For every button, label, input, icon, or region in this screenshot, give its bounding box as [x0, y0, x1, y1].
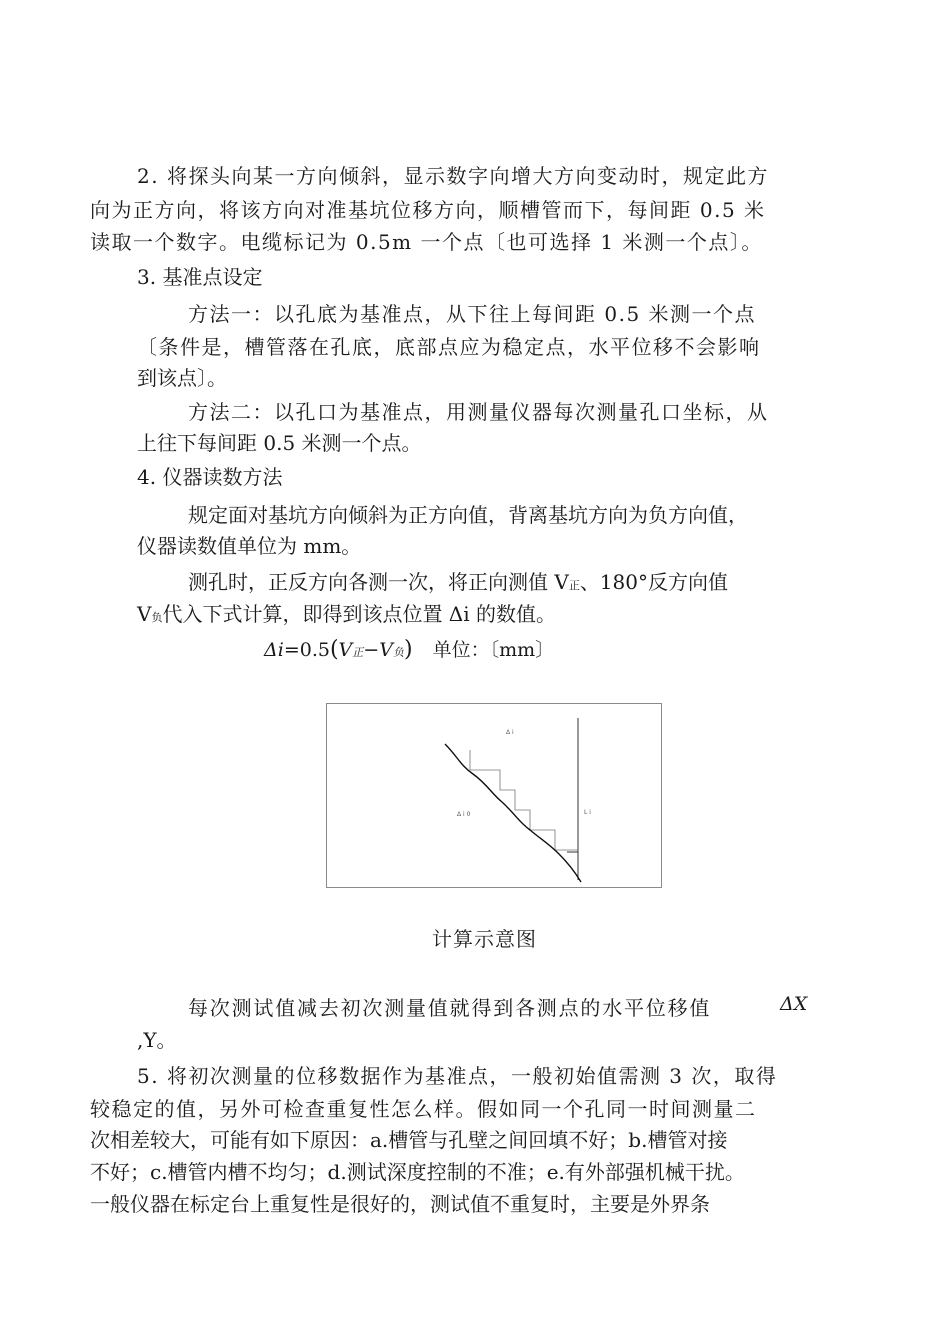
text-line: 5. 将初次测量的位移数据作为基准点，一般初始值需测 3 次，取得	[137, 1064, 778, 1088]
staircase-segments	[470, 750, 578, 850]
text-line: 〔条件是，槽管落在孔底，底部点应为稳定点，水平位移不会影响	[137, 335, 761, 359]
section-heading: 3. 基准点设定	[137, 265, 263, 289]
text-line: 2. 将探头向某一方向倾斜，显示数字向增大方向变动时，规定此方	[137, 164, 769, 188]
text-line: 读取一个数字。电缆标记为 0.5m 一个点〔也可选择 1 米测一个点〕。	[90, 230, 763, 254]
text-line: 向为正方向，将该方向对准基坑位移方向，顺槽管而下，每间距 0.5 米	[90, 198, 766, 222]
text-line: 一般仪器在标定台上重复性是很好的，测试值不重复时，主要是外界条	[90, 1192, 710, 1216]
text-line: 方法一：以孔底为基准点，从下往上每间距 0.5 米测一个点	[188, 302, 757, 326]
text-line: 到该点〕。	[137, 366, 227, 390]
section-heading: 4. 仪器读数方法	[137, 465, 283, 489]
text-line: 每次测试值减去初次测量值就得到各测点的水平位移值	[188, 996, 712, 1020]
text-line: 不好；c.槽管内槽不均匀；d.测试深度控制的不准；e.有外部强机械干扰。	[90, 1160, 745, 1184]
displacement-variable: ΔX	[780, 993, 808, 1015]
text-line: V负代入下式计算，即得到该点位置 Δi 的数值。	[137, 602, 557, 626]
text-line: 次相差较大，可能有如下原因：a.槽管与孔壁之间回填不好；b.槽管对接	[90, 1128, 728, 1152]
text-line: 规定面对基坑方向倾斜为正方向值，背离基坑方向为负方向值，	[188, 503, 748, 527]
text-line: 仪器读数值单位为 mm。	[137, 534, 362, 558]
figure-caption: 计算示意图	[432, 927, 537, 951]
label-mid: Δ i 0	[457, 811, 471, 818]
calculation-diagram	[326, 703, 662, 888]
text-line: 上往下每间距 0.5 米测一个点。	[137, 431, 422, 455]
text-line: 测孔时，正反方向各测一次，将正向测值 V正、180°反方向值	[188, 570, 728, 594]
text-line: 方法二：以孔口为基准点，用测量仪器每次测量孔口坐标，从	[188, 400, 769, 424]
diagram-drawing	[327, 704, 661, 887]
text-line: ,Y。	[137, 1028, 177, 1052]
text-line: 较稳定的值，另外可检查重复性怎么样。假如同一个孔同一时间测量二	[90, 1097, 757, 1121]
formula: Δi=0.5(V正−V负) 单位：〔mm〕	[264, 637, 555, 662]
label-right: L i	[584, 809, 591, 816]
label-top: Δ i	[506, 729, 514, 736]
